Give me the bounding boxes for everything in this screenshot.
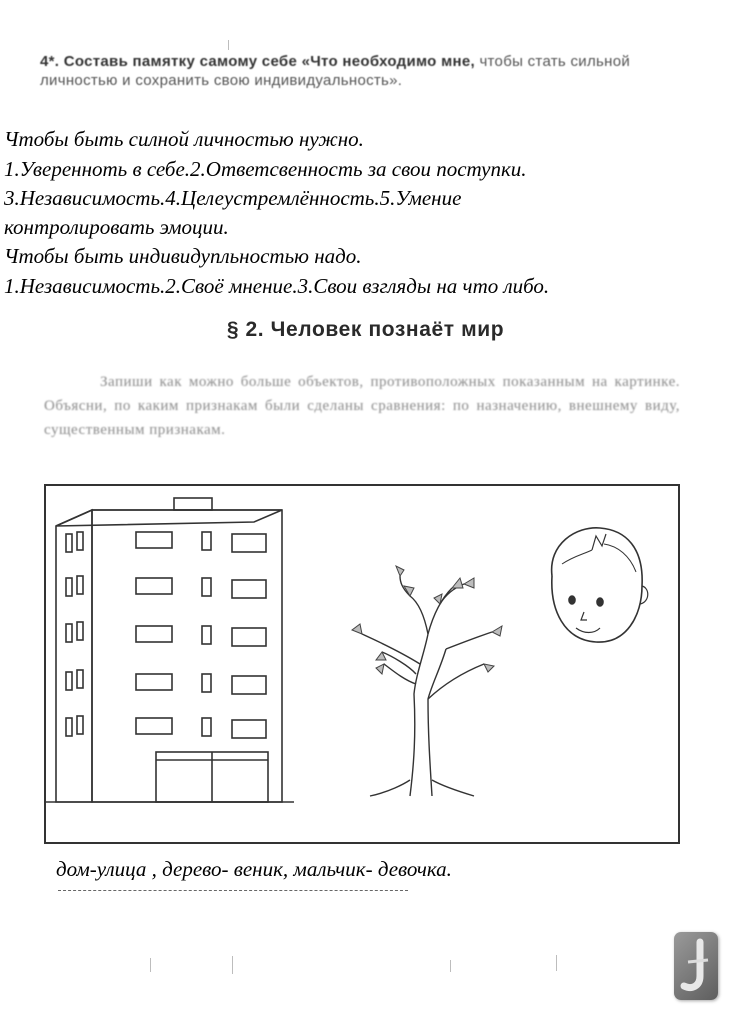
task-header	[40, 52, 680, 90]
answer-line-6: 1.Независимость.2.Своё мнение.3.Свои взгляды на что либо.	[4, 274, 550, 298]
task-heading-rest: чтобы стать сильной личностью и сохранить свою индивидуальность».	[40, 53, 631, 89]
section-title: § 2. Человек познаёт мир	[226, 318, 505, 341]
comparison-picture	[44, 484, 680, 844]
tree-leaves	[352, 566, 502, 674]
answer-caption: дом-улица , дерево- веник, мальчик- девочка.	[56, 857, 452, 881]
building-illustration	[44, 498, 294, 802]
building-front-wall	[92, 510, 282, 802]
answer-line-3: 3.Независимость.4.Целеустремлённость.5.Умение	[4, 186, 462, 210]
scan-speck	[232, 956, 233, 974]
answer-line-4: контролировать эмоции.	[4, 215, 229, 239]
building-roof-top	[56, 510, 282, 526]
scan-speck	[450, 960, 451, 972]
picture-frame	[45, 485, 679, 843]
building-roof-box	[174, 498, 212, 510]
boy-mouth	[576, 628, 600, 633]
boy-face-outline	[552, 576, 642, 642]
logo-mark	[674, 932, 718, 1000]
instruction-text: Запиши как можно больше объектов, противоположных показанным на картинке. Объясни, по каким признакам были сделаны сравнения: по назначению, внешнему виду, существенным признакам.	[44, 374, 680, 438]
task-heading: Составь памятку самому себе «Что необходимо мне,	[63, 53, 475, 70]
scan-speck	[556, 955, 557, 971]
boy-left-eye	[569, 596, 575, 604]
answer-line-1: Чтобы быть силной личностью нужно.	[4, 127, 364, 151]
scan-speck	[150, 958, 151, 972]
scan-speck	[228, 40, 229, 50]
publisher-logo-icon	[674, 932, 718, 1000]
task-number: 4*.	[40, 53, 60, 70]
caption-underline	[58, 890, 408, 891]
boy-right-eye	[597, 598, 603, 606]
answer-line-2: 1.Увереннoть в себе.2.Ответсвенность за свои поступки.	[4, 157, 527, 181]
comparison-picture-svg	[44, 484, 680, 844]
boy-head-illustration	[552, 528, 648, 642]
answer-line-5: Чтобы быть индивидупльностью надо.	[4, 244, 362, 268]
tree-illustration	[362, 576, 492, 796]
building-side-wall	[56, 510, 92, 802]
